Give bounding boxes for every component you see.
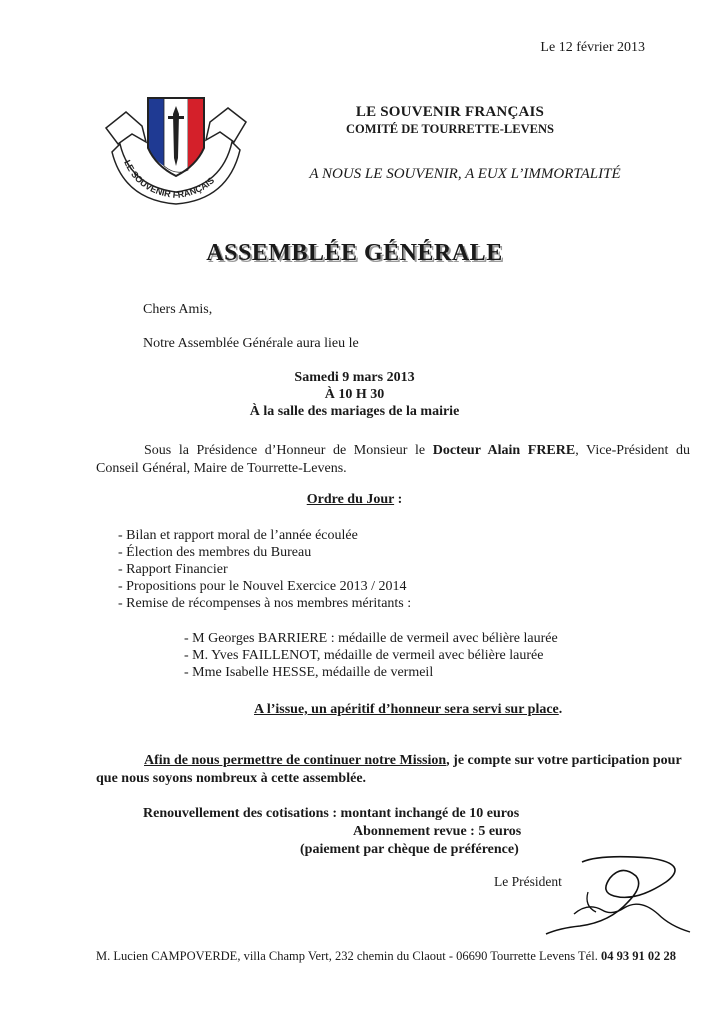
org-subtitle: COMITÉ DE TOURRETTE-LEVENS [346, 122, 554, 136]
logo-ribbon-left [106, 112, 146, 144]
logo-banner-text: LE SOUVENIR FRANÇAIS [122, 158, 217, 201]
list-item: - Propositions pour le Nouvel Exercice 2013 / 2014 [118, 579, 407, 594]
awards-list [184, 630, 558, 681]
cotisation-line-3: (paiement par chèque de préférence) [300, 842, 519, 857]
appeal-underlined: Afin de nous permettre de continuer notre Mission [144, 753, 447, 768]
appeal-rest: , je compte sur votre participation pour que nous soyons nombreux à cette assemblée. [96, 753, 682, 786]
ordre-du-jour-heading [0, 492, 709, 508]
footer-address [96, 949, 676, 964]
presidence-name: Docteur Alain FRERE [432, 443, 576, 458]
cotisation-line-2: Abonnement revue : 5 euros [353, 824, 522, 839]
list-item: - Mme Isabelle HESSE, médaille de vermeil [184, 665, 434, 680]
aperitif-text: A l’issue, un apéritif d’honneur sera servi sur place [254, 702, 559, 717]
footer-phone: 04 93 91 02 28 [600, 949, 676, 963]
letter-date: Le 12 février 2013 [540, 40, 645, 55]
souvenir-francais-logo [104, 86, 248, 208]
signature-label: Le Président [494, 874, 562, 889]
event-place: À la salle des mariages de la mairie [249, 404, 460, 419]
presidence-paragraph [96, 442, 690, 478]
list-item: - Rapport Financier [118, 562, 228, 577]
event-time: À 10 H 30 [324, 387, 385, 402]
logo-shield-blue [148, 98, 164, 166]
appeal-paragraph [96, 752, 686, 788]
list-item: - M Georges BARRIERE : médaille de vermeil avec bélière laurée [184, 631, 558, 646]
list-item: - M. Yves FAILLENOT, médaille de vermeil avec bélière laurée [184, 648, 544, 663]
list-item: - Remise de récompenses à nos membres méritants : [118, 596, 412, 611]
ordre-suffix: : [394, 492, 403, 507]
org-name: LE SOUVENIR FRANÇAIS [355, 104, 545, 120]
aperitif-end: . [558, 702, 563, 717]
list-item: - Élection des membres du Bureau [118, 545, 312, 560]
cotisation-line-1: Renouvellement des cotisations : montant inchangé de 10 euros [143, 806, 520, 821]
logo-ribbon-right [206, 108, 246, 142]
document-title: ASSEMBLÉE GÉNÉRALE [206, 240, 503, 266]
ordre-title: Ordre du Jour [306, 492, 395, 507]
motto: A NOUS LE SOUVENIR, A EUX L’IMMORTALITÉ [309, 166, 621, 182]
greeting: Chers Amis, [143, 302, 213, 317]
aperitif-notice [254, 702, 562, 718]
agenda-list [118, 527, 411, 612]
event-day: Samedi 9 mars 2013 [294, 370, 415, 385]
intro-line: Notre Assemblée Générale aura lieu le [143, 336, 359, 351]
list-item: - Bilan et rapport moral de l’année écoulée [118, 528, 358, 543]
president-signature [540, 852, 700, 938]
footer-address-text: M. Lucien CAMPOVERDE, villa Champ Vert, 232 chemin du Claout - 06690 Tourrette Levens Tél. [96, 949, 601, 963]
presidence-before: Sous la Présidence d’Honneur de Monsieur le [144, 443, 433, 458]
presidence-after: , Vice-Président du Conseil Général, Maire de Tourrette-Levens. [96, 443, 690, 476]
